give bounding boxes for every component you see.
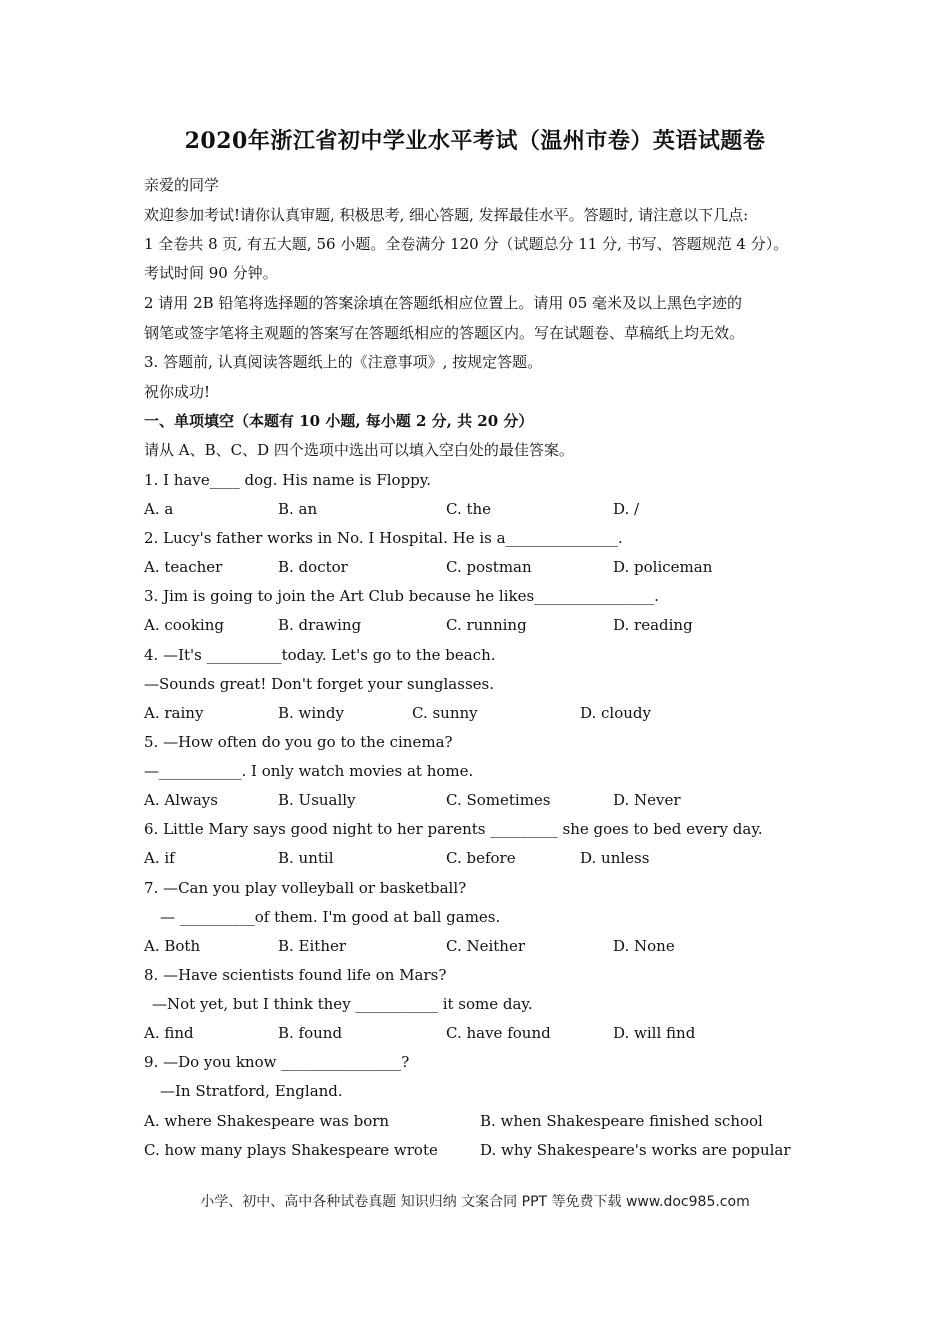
question-8-option-c: C. have found: [446, 1024, 551, 1042]
question-4-option-c: C. sunny: [412, 704, 478, 722]
question-9-stem: 9. —Do you know ________________?: [144, 1053, 410, 1071]
question-1-option-a: A. a: [144, 500, 174, 518]
intro-line: 1 全卷共 8 页, 有五大题, 56 小题。全卷满分 120 分（试题总分 11 分, 书写、答题规范 4 分）。: [144, 235, 789, 253]
question-4-option-d: D. cloudy: [580, 704, 651, 722]
question-5-stem: 5. —How often do you go to the cinema?: [144, 733, 453, 751]
page-footer: 小学、初中、高中各种试卷真题 知识归纳 文案合同 PPT 等免费下载 www.doc985.com: [200, 1194, 750, 1210]
question-8-stem: 8. —Have scientists found life on Mars?: [144, 966, 447, 984]
question-2-stem: 2. Lucy's father works in No. I Hospital. He is a_______________.: [144, 529, 623, 547]
question-4-reply: —Sounds great! Don't forget your sunglasses.: [144, 675, 494, 693]
question-8-option-d: D. will find: [613, 1024, 696, 1042]
question-5-option-d: D. Never: [613, 791, 681, 809]
question-1-option-d: D. /: [613, 500, 640, 518]
question-9-option-b: B. when Shakespeare finished school: [480, 1112, 763, 1130]
question-7-option-d: D. None: [613, 937, 675, 955]
question-9-reply: —In Stratford, England.: [160, 1082, 343, 1100]
question-7-reply: — __________of them. I'm good at ball games.: [160, 908, 501, 926]
question-3-option-c: C. running: [446, 616, 527, 634]
question-3-option-d: D. reading: [613, 616, 693, 634]
intro-line: 考试时间 90 分钟。: [144, 264, 278, 282]
question-1-stem: 1. I have____ dog. His name is Floppy.: [144, 471, 432, 489]
intro-closing: 祝你成功!: [144, 383, 211, 401]
question-6-option-a: A. if: [144, 849, 175, 867]
question-9-option-a: A. where Shakespeare was born: [144, 1112, 390, 1130]
section-instruction: 请从 A、B、C、D 四个选项中选出可以填入空白处的最佳答案。: [144, 441, 574, 459]
question-7-option-c: C. Neither: [446, 937, 526, 955]
question-2-option-a: A. teacher: [144, 558, 223, 576]
question-2-option-d: D. policeman: [613, 558, 713, 576]
question-2-option-c: C. postman: [446, 558, 532, 576]
question-5-reply: —___________. I only watch movies at home.: [144, 762, 474, 780]
question-5-option-c: C. Sometimes: [446, 791, 551, 809]
question-8-option-a: A. find: [144, 1024, 194, 1042]
question-8-option-b: B. found: [278, 1024, 343, 1042]
question-1-option-c: C. the: [446, 500, 492, 518]
intro-line: 欢迎参加考试!请你认真审题, 积极思考, 细心答题, 发挥最佳水平。答题时, 请注意以下几点:: [144, 206, 749, 224]
intro-line: 3. 答题前, 认真阅读答题纸上的《注意事项》, 按规定答题。: [144, 353, 543, 371]
question-7-option-a: A. Both: [144, 937, 201, 955]
question-4-option-b: B. windy: [278, 704, 344, 722]
question-7-option-b: B. Either: [278, 937, 347, 955]
question-3-option-b: B. drawing: [278, 616, 362, 634]
question-6-option-b: B. until: [278, 849, 334, 867]
question-4-stem: 4. —It's __________today. Let's go to the beach.: [144, 646, 496, 664]
question-3-option-a: A. cooking: [144, 616, 224, 634]
intro-line: 2 请用 2B 铅笔将选择题的答案涂填在答题纸相应位置上。请用 05 毫米及以上黑色字迹的: [144, 294, 743, 312]
question-8-reply: —Not yet, but I think they ___________ it some day.: [152, 995, 533, 1013]
question-7-stem: 7. —Can you play volleyball or basketball?: [144, 879, 467, 897]
question-9-option-d: D. why Shakespeare's works are popular: [480, 1141, 791, 1159]
question-6-option-d: D. unless: [580, 849, 650, 867]
intro-line: 钢笔或签字笔将主观题的答案写在答题纸相应的答题区内。写在试题卷、草稿纸上均无效。: [144, 324, 745, 342]
section-heading: 一、单项填空（本题有 10 小题, 每小题 2 分, 共 20 分）: [144, 412, 534, 430]
question-6-stem: 6. Little Mary says good night to her parents _________ she goes to bed every day.: [144, 820, 763, 838]
question-3-stem: 3. Jim is going to join the Art Club because he likes________________.: [144, 587, 659, 605]
question-5-option-b: B. Usually: [278, 791, 356, 809]
question-9-option-c: C. how many plays Shakespeare wrote: [144, 1141, 438, 1159]
question-4-option-a: A. rainy: [144, 704, 204, 722]
question-1-option-b: B. an: [278, 500, 318, 518]
question-5-option-a: A. Always: [144, 791, 218, 809]
question-6-option-c: C. before: [446, 849, 516, 867]
intro-greeting: 亲爱的同学: [144, 176, 220, 194]
question-2-option-b: B. doctor: [278, 558, 348, 576]
page-title: 2020年浙江省初中学业水平考试（温州市卷）英语试题卷: [184, 128, 766, 154]
